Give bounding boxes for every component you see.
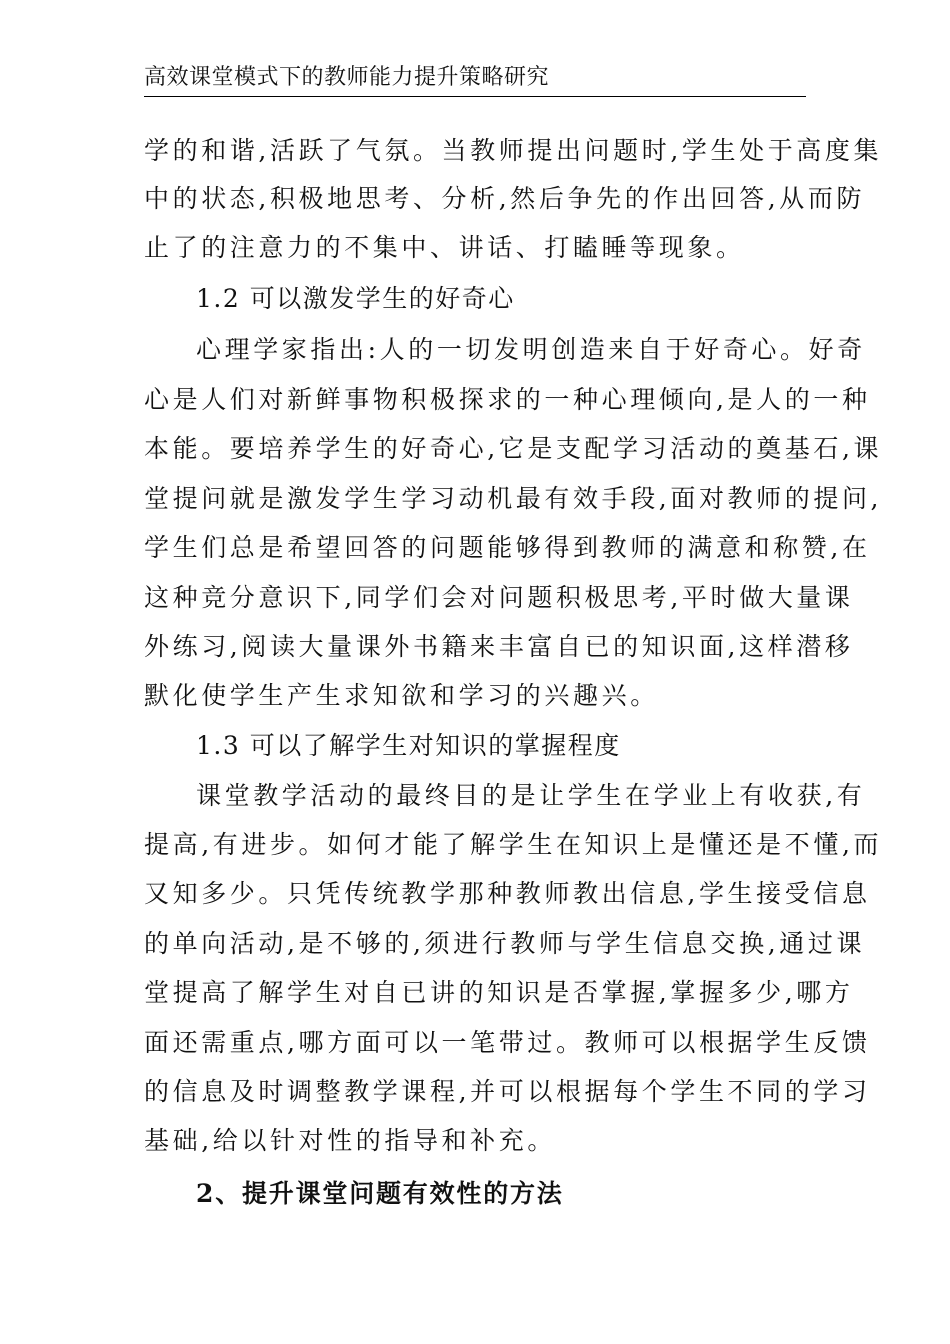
paragraph-line: 又知多少。只凭传统教学那种教师教出信息,学生接受信息 [144, 879, 871, 908]
paragraph-line: 基础,给以针对性的指导和补充。 [144, 1126, 556, 1155]
paragraph-line: 的单向活动,是不够的,须进行教师与学生信息交换,通过课 [144, 929, 866, 958]
section-heading-1-2: 1.2 可以激发学生的好奇心 [196, 284, 515, 313]
paragraph-line: 心是人们对新鲜事物积极探求的一种心理倾向,是人的一种 [144, 385, 871, 414]
section-heading-2: 2、提升课堂问题有效性的方法 [196, 1179, 564, 1208]
document-title: 高效课堂模式下的教师能力提升策略研究 [144, 65, 550, 90]
paragraph-line: 止了的注意力的不集中、讲话、打瞌睡等现象。 [144, 233, 745, 262]
paragraph-line: 这种竞分意识下,同学们会对问题积极思考,平时做大量课 [144, 583, 854, 612]
paragraph-line: 心理学家指出:人的一切发明创造来自于好奇心。好奇 [196, 335, 866, 364]
paragraph-line: 堂提问就是激发学生学习动机最有效手段,面对教师的提问, [144, 484, 883, 513]
paragraph-line: 中的状态,积极地思考、分析,然后争先的作出回答,从而防 [144, 184, 866, 213]
paragraph-line: 课堂教学活动的最终目的是让学生在学业上有收获,有 [196, 781, 866, 810]
paragraph-line: 默化使学生产生求知欲和学习的兴趣兴。 [144, 681, 659, 710]
paragraph-line: 提高,有进步。如何才能了解学生在知识上是懂还是不懂,而 [144, 830, 883, 859]
section-heading-1-3: 1.3 可以了解学生对知识的掌握程度 [196, 731, 621, 760]
running-header [144, 62, 806, 97]
paragraph-line: 学的和谐,活跃了气氛。当教师提出问题时,学生处于高度集 [144, 136, 883, 165]
paragraph-line: 堂提高了解学生对自已讲的知识是否掌握,掌握多少,哪方 [144, 978, 854, 1007]
paragraph-line: 面还需重点,哪方面可以一笔带过。教师可以根据学生反馈 [144, 1028, 871, 1057]
paragraph-line: 本能。要培养学生的好奇心,它是支配学习活动的奠基石,课 [144, 434, 883, 463]
paragraph-line: 外练习,阅读大量课外书籍来丰富自已的知识面,这样潜移 [144, 632, 854, 661]
paragraph-line: 的信息及时调整教学课程,并可以根据每个学生不同的学习 [144, 1077, 871, 1106]
paragraph-line: 学生们总是希望回答的问题能够得到教师的满意和称赞,在 [144, 533, 871, 562]
